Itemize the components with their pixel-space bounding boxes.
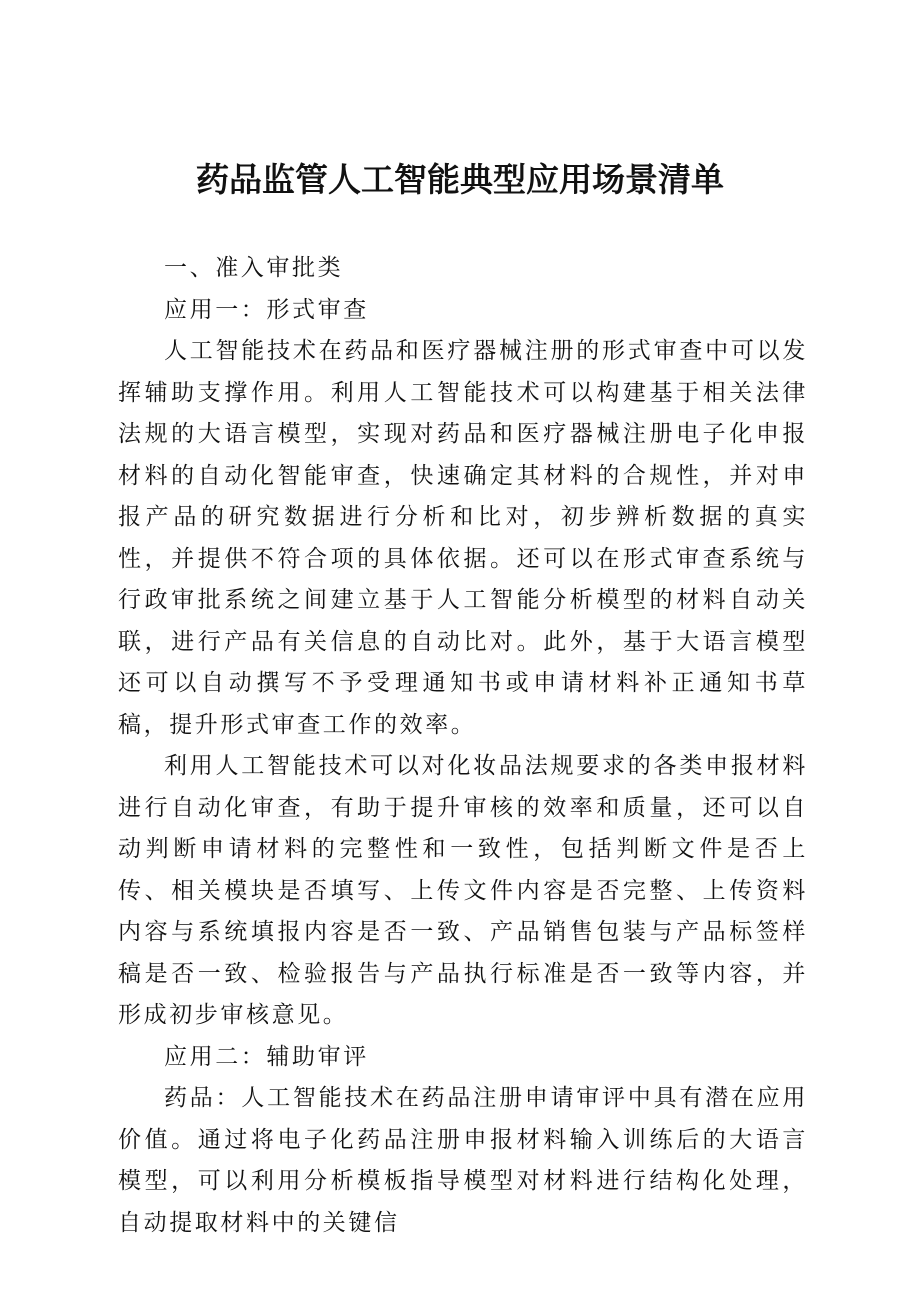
application-2-paragraph-1: 药品：人工智能技术在药品注册申请审评中具有潜在应用价值。通过将电子化药品注册申报材料输入训练后的大语言模型，可以利用分析模板指导模型对材料进行结构化处理，自动提取材料中的关键信 (118, 1085, 808, 1236)
application-2-heading: 应用二：辅助审评 (164, 1043, 369, 1070)
application-1-paragraph-2: 利用人工智能技术可以对化妆品法规要求的各类申报材料进行自动化审查，有助于提升审核的效率和质量，还可以自动判断申请材料的完整性和一致性，包括判断文件是否上传、相关模块是否填写、上传文件内容是否完整、上传资料内容与系统填报内容是否一致、产品销售包装与产品标签样稿是否一致、检验报告与产品执行标准是否一致等内容，并形成初步审核意见。 (118, 753, 808, 1028)
application-1-heading: 应用一：形式审查 (164, 296, 369, 323)
document-body (118, 248, 808, 1244)
document-title: 药品监管人工智能典型应用场景清单 (196, 160, 724, 199)
section-heading: 一、准入审批类 (164, 255, 344, 281)
application-1-paragraph-1: 人工智能技术在药品和医疗器械注册的形式审查中可以发挥辅助支撑作用。利用人工智能技术可以构建基于相关法律法规的大语言模型，实现对药品和医疗器械注册电子化申报材料的自动化智能审查，快速确定其材料的合规性，并对申报产品的研究数据进行分析和比对，初步辨析数据的真实性，并提供不符合项的具体依据。还可以在形式审查系统与行政审批系统之间建立基于人工智能分析模型的材料自动关联，进行产品有关信息的自动比对。此外，基于大语言模型还可以自动撰写不予受理通知书或申请材料补正通知书草稿，提升形式审查工作的效率。 (118, 338, 808, 738)
